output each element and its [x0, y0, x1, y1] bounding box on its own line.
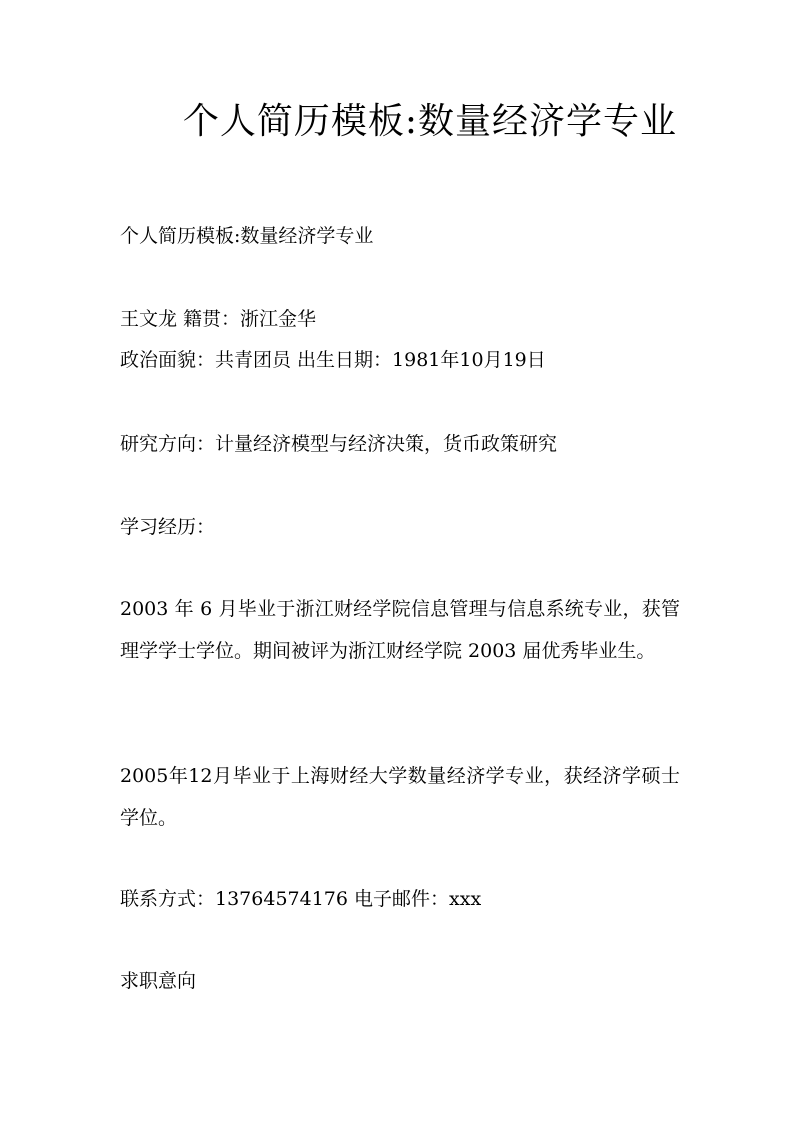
education-paragraph-undergrad: 2003 年 6 月毕业于浙江财经学院信息管理与信息系统专业，获管理学学士学位。期间被评为浙江财经学院 2003 届优秀毕业生。	[120, 598, 680, 662]
research-direction-line: 研究方向：计量经济模型与经济决策，货币政策研究	[120, 433, 558, 455]
education-heading: 学习经历：	[120, 516, 216, 538]
document-title: 个人简历模板:数量经济学专业	[182, 101, 678, 142]
job-intention-heading: 求职意向	[120, 970, 197, 992]
document-subtitle: 个人简历模板:数量经济学专业	[120, 225, 374, 247]
education-paragraph-masters: 2005年12月毕业于上海财经大学数量经济学专业，获经济学硕士学位。	[120, 765, 680, 829]
name-hometown-line: 王文龙 籍贯：浙江金华	[120, 308, 317, 330]
political-birthdate-line: 政治面貌：共青团员 出生日期：1981年10月19日	[120, 349, 546, 371]
contact-line: 联系方式：13764574176 电子邮件：xxx	[120, 888, 482, 910]
